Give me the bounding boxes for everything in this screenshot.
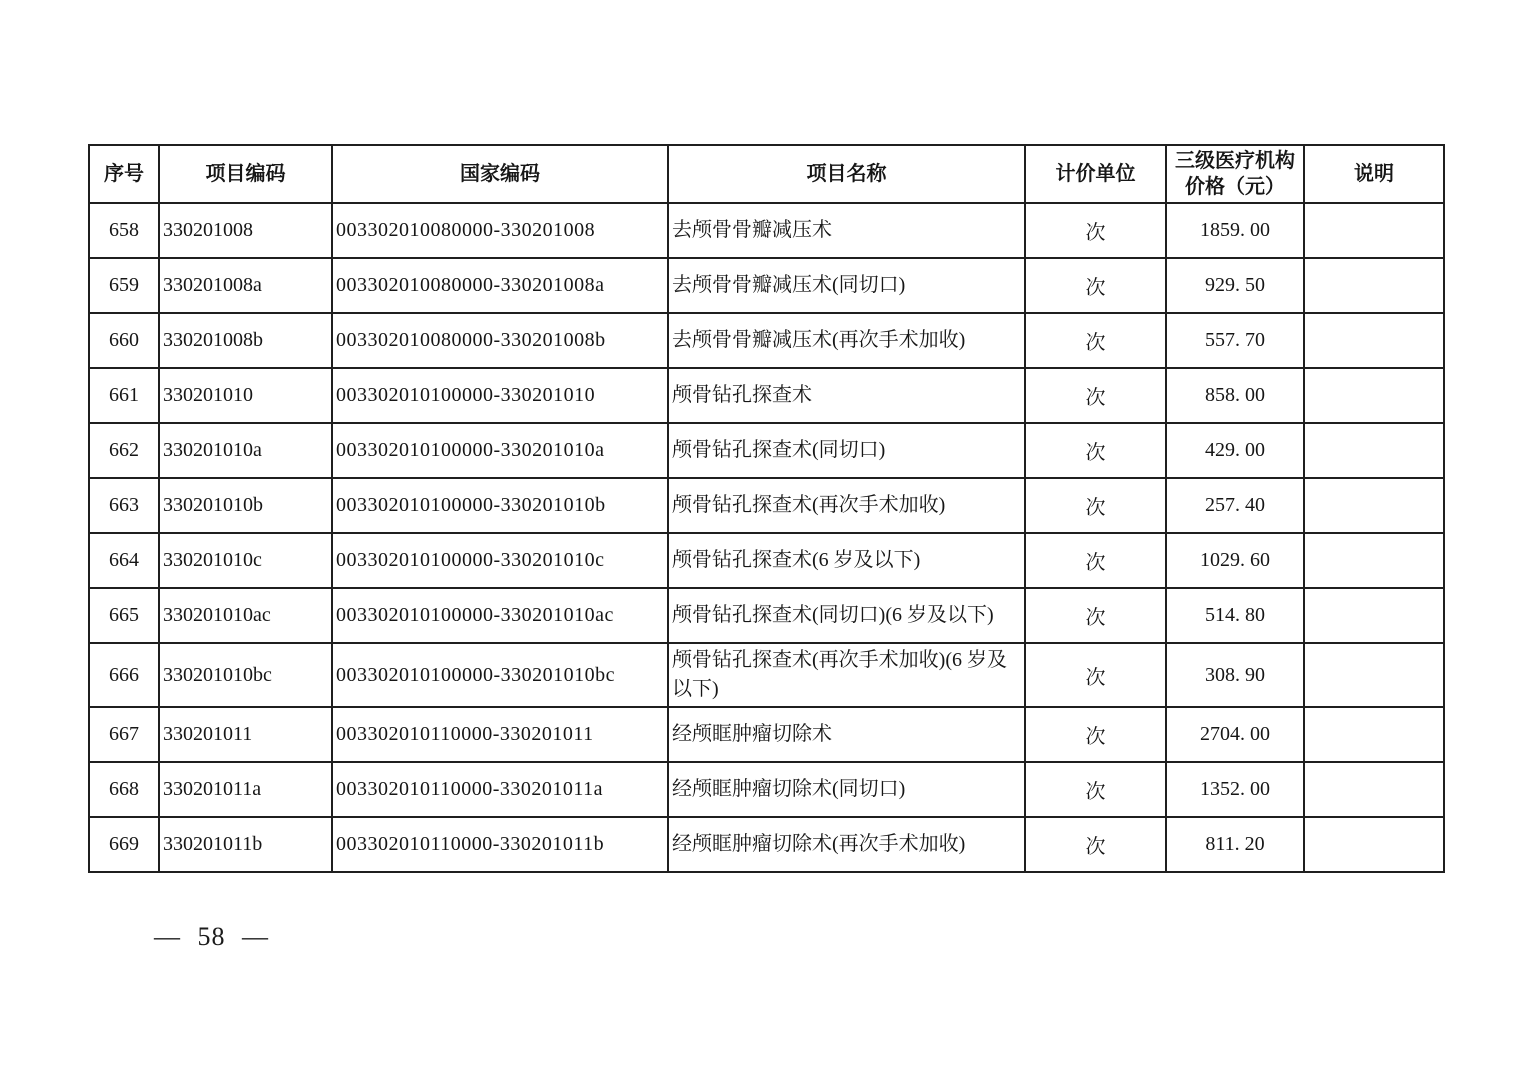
- cell-national-code: 003302010100000-330201010c: [332, 533, 668, 588]
- cell-note: [1304, 817, 1444, 872]
- cell-unit: 次: [1025, 368, 1166, 423]
- cell-unit: 次: [1025, 203, 1166, 258]
- cell-unit: 次: [1025, 258, 1166, 313]
- cell-price: 2704. 00: [1166, 707, 1304, 762]
- table-row: [89, 203, 1444, 258]
- cell-price: 514. 80: [1166, 588, 1304, 643]
- cell-price: 257. 40: [1166, 478, 1304, 533]
- cell-unit: 次: [1025, 588, 1166, 643]
- table-row: [89, 313, 1444, 368]
- cell-seq: 667: [89, 707, 159, 762]
- table-row: [89, 643, 1444, 707]
- cell-item-code: 330201011b: [159, 817, 332, 872]
- cell-seq: 663: [89, 478, 159, 533]
- cell-note: [1304, 762, 1444, 817]
- cell-item-code: 330201010b: [159, 478, 332, 533]
- cell-item-code: 330201011: [159, 707, 332, 762]
- cell-item-name: 颅骨钻孔探查术(6 岁及以下): [668, 533, 1025, 588]
- cell-unit: 次: [1025, 478, 1166, 533]
- cell-unit: 次: [1025, 533, 1166, 588]
- medical-price-table: [88, 144, 1445, 873]
- cell-seq: 668: [89, 762, 159, 817]
- cell-note: [1304, 423, 1444, 478]
- cell-unit: 次: [1025, 313, 1166, 368]
- cell-unit: 次: [1025, 423, 1166, 478]
- cell-item-name: 经颅眶肿瘤切除术: [668, 707, 1025, 762]
- cell-seq: 660: [89, 313, 159, 368]
- table-row: [89, 368, 1444, 423]
- cell-national-code: 003302010110000-330201011b: [332, 817, 668, 872]
- cell-seq: 658: [89, 203, 159, 258]
- table-row: [89, 762, 1444, 817]
- cell-note: [1304, 313, 1444, 368]
- cell-note: [1304, 478, 1444, 533]
- table-row: [89, 707, 1444, 762]
- cell-item-code: 330201011a: [159, 762, 332, 817]
- cell-item-code: 330201010c: [159, 533, 332, 588]
- cell-price: 858. 00: [1166, 368, 1304, 423]
- cell-item-name: 经颅眶肿瘤切除术(同切口): [668, 762, 1025, 817]
- cell-national-code: 003302010100000-330201010a: [332, 423, 668, 478]
- cell-seq: 659: [89, 258, 159, 313]
- cell-price: 929. 50: [1166, 258, 1304, 313]
- cell-national-code: 003302010100000-330201010bc: [332, 643, 668, 707]
- cell-unit: 次: [1025, 707, 1166, 762]
- column-header-note: 说明: [1304, 145, 1444, 203]
- table-row: [89, 588, 1444, 643]
- column-header-seq: 序号: [89, 145, 159, 203]
- column-header-unit: 计价单位: [1025, 145, 1166, 203]
- cell-national-code: 003302010080000-330201008b: [332, 313, 668, 368]
- cell-item-code: 330201010bc: [159, 643, 332, 707]
- cell-seq: 669: [89, 817, 159, 872]
- cell-seq: 666: [89, 643, 159, 707]
- table-row: [89, 533, 1444, 588]
- cell-item-code: 330201008a: [159, 258, 332, 313]
- cell-national-code: 003302010110000-330201011: [332, 707, 668, 762]
- cell-item-name: 颅骨钻孔探查术(再次手术加收): [668, 478, 1025, 533]
- cell-seq: 665: [89, 588, 159, 643]
- cell-item-name: 去颅骨骨瓣减压术(同切口): [668, 258, 1025, 313]
- cell-note: [1304, 368, 1444, 423]
- column-header-price: 三级医疗机构价格（元）: [1166, 145, 1304, 203]
- cell-price: 429. 00: [1166, 423, 1304, 478]
- cell-item-code: 330201010a: [159, 423, 332, 478]
- cell-note: [1304, 588, 1444, 643]
- cell-note: [1304, 643, 1444, 707]
- cell-item-name: 颅骨钻孔探查术(同切口)(6 岁及以下): [668, 588, 1025, 643]
- cell-item-code: 330201008b: [159, 313, 332, 368]
- cell-item-code: 330201008: [159, 203, 332, 258]
- header-row: [89, 145, 1444, 203]
- table-row: [89, 423, 1444, 478]
- table-row: [89, 478, 1444, 533]
- table-row: [89, 817, 1444, 872]
- cell-price: 557. 70: [1166, 313, 1304, 368]
- cell-seq: 661: [89, 368, 159, 423]
- cell-unit: 次: [1025, 817, 1166, 872]
- cell-seq: 662: [89, 423, 159, 478]
- cell-item-name: 颅骨钻孔探查术(同切口): [668, 423, 1025, 478]
- cell-item-code: 330201010: [159, 368, 332, 423]
- cell-price: 1352. 00: [1166, 762, 1304, 817]
- cell-note: [1304, 707, 1444, 762]
- cell-seq: 664: [89, 533, 159, 588]
- table-row: [89, 258, 1444, 313]
- cell-national-code: 003302010110000-330201011a: [332, 762, 668, 817]
- cell-unit: 次: [1025, 762, 1166, 817]
- cell-item-name: 去颅骨骨瓣减压术: [668, 203, 1025, 258]
- cell-national-code: 003302010080000-330201008: [332, 203, 668, 258]
- cell-item-name: 去颅骨骨瓣减压术(再次手术加收): [668, 313, 1025, 368]
- cell-note: [1304, 533, 1444, 588]
- cell-unit: 次: [1025, 643, 1166, 707]
- cell-price: 811. 20: [1166, 817, 1304, 872]
- cell-note: [1304, 258, 1444, 313]
- cell-item-name: 颅骨钻孔探查术: [668, 368, 1025, 423]
- cell-item-code: 330201010ac: [159, 588, 332, 643]
- cell-item-name: 经颅眶肿瘤切除术(再次手术加收): [668, 817, 1025, 872]
- column-header-item-code: 项目编码: [159, 145, 332, 203]
- column-header-national-code: 国家编码: [332, 145, 668, 203]
- column-header-item-name: 项目名称: [668, 145, 1025, 203]
- cell-price: 1859. 00: [1166, 203, 1304, 258]
- cell-national-code: 003302010100000-330201010ac: [332, 588, 668, 643]
- cell-national-code: 003302010100000-330201010: [332, 368, 668, 423]
- cell-national-code: 003302010100000-330201010b: [332, 478, 668, 533]
- cell-national-code: 003302010080000-330201008a: [332, 258, 668, 313]
- cell-price: 308. 90: [1166, 643, 1304, 707]
- cell-item-name: 颅骨钻孔探查术(再次手术加收)(6 岁及以下): [668, 643, 1025, 707]
- cell-note: [1304, 203, 1444, 258]
- page-number: — 58 —: [154, 922, 269, 951]
- cell-price: 1029. 60: [1166, 533, 1304, 588]
